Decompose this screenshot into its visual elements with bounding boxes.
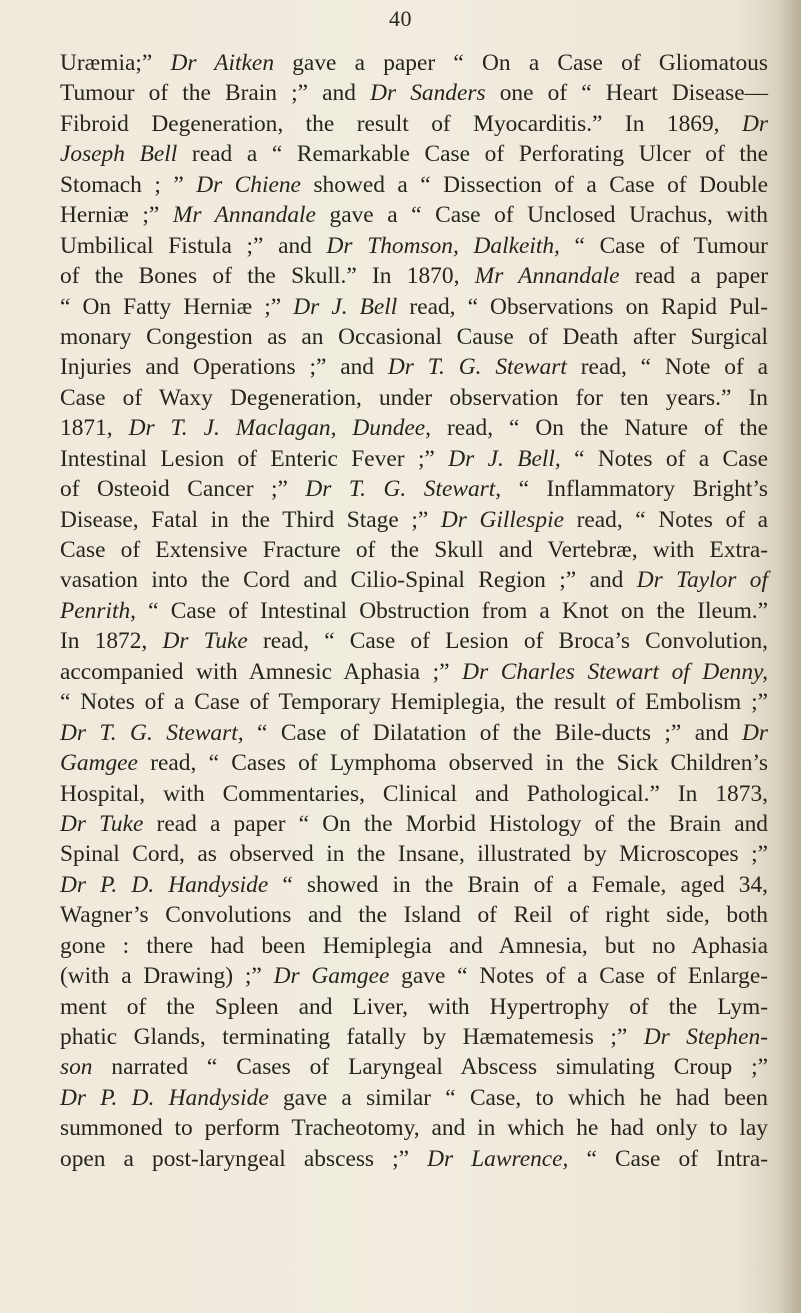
line-text: narrated “ Cases of Laryngeal Abscess simulating Croup ;”	[92, 1054, 768, 1081]
text-line	[60, 718, 768, 748]
italic-name-text: Dr P. D. Handyside	[60, 1084, 269, 1111]
italic-name-text: Dr T. J. Maclagan, Dundee,	[128, 415, 431, 442]
text-line	[60, 352, 768, 382]
text-line	[60, 383, 768, 413]
text-line	[60, 322, 768, 352]
line-text: “ Case of Tumour	[559, 232, 768, 259]
line-text: Injuries and Operations ;” and	[60, 354, 388, 381]
line-text: gave a paper “ On a Case of Gliomatous	[274, 50, 768, 76]
line-text: Tumour of the Brain ;” and	[60, 80, 371, 107]
line-text: read, “ Notes of a	[563, 506, 768, 533]
line-text: read, “ Observations on Rapid Pul-	[397, 293, 769, 320]
line-text: Disease, Fatal in the Third Stage ;”	[60, 506, 441, 533]
text-line	[60, 657, 768, 687]
text-line	[60, 748, 768, 778]
line-text: gone : there had been Hemiplegia and Amnesia, but no Aphasia	[60, 932, 768, 959]
text-line	[60, 687, 768, 717]
text-line	[60, 961, 768, 991]
text-line	[60, 474, 768, 504]
line-text: Case of Extensive Fracture of the Skull and Vertebræ, with Extra-	[60, 537, 768, 563]
line-text: “ On Fatty Herniæ ;”	[60, 293, 294, 320]
line-text: gave a “ Case of Unclosed Urachus, with	[315, 202, 768, 229]
italic-name-text: Dr Thomson, Dalkeith,	[326, 232, 560, 259]
text-line	[60, 1144, 768, 1174]
text-line	[60, 261, 768, 291]
line-text: Spinal Cord, as observed in the Insane, illustrated by Microscopes ;”	[60, 841, 768, 868]
text-line	[60, 839, 768, 869]
text-line	[60, 809, 768, 839]
line-text: Stomach ; ”	[60, 171, 197, 198]
italic-name-text: Dr P. D. Handyside	[60, 871, 269, 898]
italic-name-text: Dr Aitken	[170, 50, 275, 76]
italic-name-text: Mr Annandale	[172, 202, 316, 229]
line-text: Fibroid Degeneration, the result of Myocarditis.” In 1869,	[60, 110, 742, 137]
text-line	[60, 565, 768, 595]
line-text: Herniæ ;”	[60, 202, 173, 229]
line-text: open a post-laryngeal abscess ;”	[60, 1145, 428, 1172]
italic-name-text: Joseph Bell	[60, 141, 178, 168]
italic-name-text: Dr Chiene	[196, 171, 301, 198]
line-text: Intestinal Lesion of Enteric Fever ;”	[60, 445, 449, 472]
text-line	[60, 200, 768, 230]
line-text: ment of the Spleen and Liver, with Hypertrophy of the Lym-	[60, 993, 768, 1020]
line-text: (with a Drawing) ;”	[60, 963, 274, 990]
line-text: gave “ Notes of a Case of Enlarge-	[389, 963, 768, 990]
text-line	[60, 139, 768, 169]
italic-name-text: Dr Tuke	[60, 810, 144, 837]
line-text: “ Case of Intestinal Obstruction from a Knot on the Ileum.”	[136, 597, 768, 624]
line-text: read, “ On the Nature of the	[431, 415, 768, 442]
text-line	[60, 109, 768, 139]
italic-name-text: Dr Taylor of	[636, 567, 768, 594]
line-text: showed a “ Dissection of a Case of Double	[300, 171, 768, 198]
line-text: vasation into the Cord and Cilio-Spinal Region ;” and	[60, 567, 637, 594]
line-text: one of “ Heart Disease—	[485, 80, 768, 107]
text-line	[60, 292, 768, 322]
italic-name-text: Gamgee	[60, 750, 138, 777]
italic-name-text: Mr Annandale	[474, 263, 620, 290]
text-line	[60, 900, 768, 930]
italic-name-text: Penrith,	[60, 597, 137, 624]
text-line	[60, 505, 768, 535]
italic-name-text: Dr Charles Stewart of Denny,	[462, 658, 768, 685]
text-line	[60, 535, 768, 565]
italic-name-text: son	[60, 1054, 93, 1081]
text-line	[60, 78, 768, 108]
line-text: “ Notes of a Case of Temporary Hemiplegia, the result of Embolism ;”	[60, 689, 768, 716]
italic-name-text: Dr Gamgee	[273, 963, 390, 990]
line-text: read, “ Note of a	[566, 354, 768, 381]
italic-name-text: Dr Sanders	[370, 80, 486, 107]
line-text: read a paper	[619, 263, 768, 290]
text-line	[60, 231, 768, 261]
line-text: of the Bones of the Skull.” In 1870,	[60, 263, 475, 290]
italic-name-text: Dr Lawrence,	[427, 1145, 569, 1172]
italic-name-text: Dr T. G. Stewart,	[60, 719, 244, 746]
text-line	[60, 413, 768, 443]
line-text: phatic Glands, terminating fatally by Hæmatemesis ;”	[60, 1024, 644, 1050]
text-line	[60, 626, 768, 656]
text-line	[60, 444, 768, 474]
text-line	[60, 992, 768, 1022]
text-line	[60, 870, 768, 900]
line-text: of Osteoid Cancer ;”	[60, 476, 306, 503]
line-text: gave a similar “ Case, to which he had been	[268, 1084, 768, 1111]
text-line	[60, 1052, 768, 1082]
italic-name-text: Dr J. Bell,	[448, 445, 561, 472]
line-text: Umbilical Fistula ;” and	[60, 232, 327, 259]
line-text: read a “ Remarkable Case of Perforating Ulcer of the	[177, 141, 769, 168]
line-text: Uræmia;”	[60, 50, 171, 76]
line-text: “ Inflammatory Bright’s	[501, 476, 768, 503]
page-number: 40	[389, 6, 412, 31]
italic-name-text: Dr	[742, 719, 769, 746]
italic-name-text: Dr Tuke	[162, 628, 248, 655]
italic-name-text: Dr T. G. Stewart	[387, 354, 567, 381]
line-text: monary Congestion as an Occasional Cause of Death after Surgical	[60, 323, 768, 350]
line-text: Hospital, with Commentaries, Clinical and Pathological.” In 1873,	[60, 780, 768, 807]
line-text: “ Case of Intra-	[568, 1145, 769, 1172]
line-text: In 1872,	[60, 628, 163, 655]
line-text: Wagner’s Convolutions and the Island of Reil of right side, both	[60, 902, 768, 929]
line-text: Case of Waxy Degeneration, under observation for ten years.” In	[60, 384, 768, 411]
italic-name-text: Dr	[742, 110, 768, 137]
line-text: summoned to perform Tracheotomy, and in which he had only to lay	[60, 1115, 768, 1142]
text-line	[60, 1113, 768, 1143]
line-text: read, “ Case of Lesion of Broca’s Convolution,	[247, 628, 768, 655]
line-text: read, “ Cases of Lymphoma observed in the Sick Children’s	[137, 750, 768, 777]
line-text: accompanied with Amnesic Aphasia ;”	[60, 658, 463, 685]
italic-name-text: Dr T. G. Stewart,	[305, 476, 502, 503]
page-edge-shadow	[779, 0, 801, 1313]
italic-name-text: Dr Stephen-	[643, 1024, 768, 1050]
line-text: “ Case of Dilatation of the Bile-ducts ;” and	[243, 719, 743, 746]
body-text	[60, 48, 768, 1174]
text-line	[60, 779, 768, 809]
italic-name-text: Dr J. Bell	[293, 293, 398, 320]
line-text: 1871,	[60, 415, 129, 442]
line-text: “ showed in the Brain of a Female, aged 34,	[268, 871, 769, 898]
text-line	[60, 1022, 768, 1052]
line-text: “ Notes of a Case	[560, 445, 768, 472]
text-line	[60, 48, 768, 78]
italic-name-text: Dr Gillespie	[440, 506, 564, 533]
text-line	[60, 931, 768, 961]
text-line	[60, 596, 768, 626]
line-text: read a paper “ On the Morbid Histology of the Brain and	[143, 810, 768, 837]
text-line	[60, 170, 768, 200]
text-line	[60, 1083, 768, 1113]
